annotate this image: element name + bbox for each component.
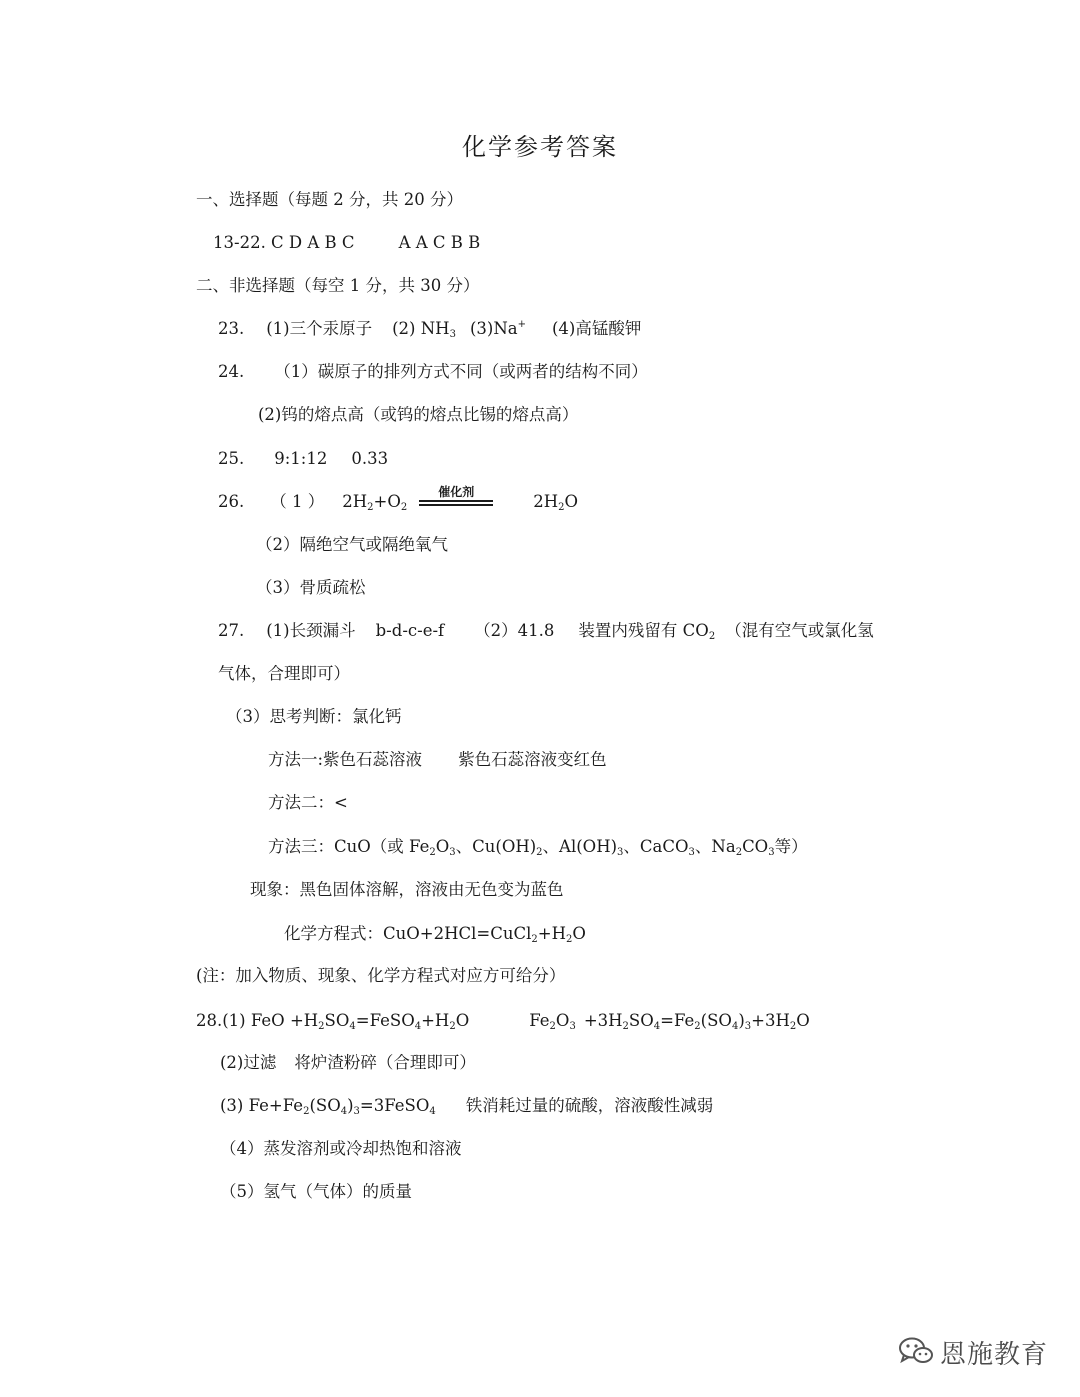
q27-part1: (1)长颈漏斗 [266, 621, 356, 640]
catalyst-condition [419, 485, 493, 514]
choice-answers [213, 231, 480, 255]
q23-part4: (4)高锰酸钾 [552, 319, 642, 338]
q27-method1 [268, 748, 607, 772]
wechat-icon [898, 1336, 934, 1370]
page-title: 化学参考答案 [462, 133, 618, 161]
q23-part3: (3)Na+ [469, 319, 526, 338]
scoring-note: (注：加入物质、现象、化学方程式对应方可给分） [196, 966, 566, 985]
watermark-text: 恩施教育 [940, 1340, 1049, 1370]
q28-part2-method: 将炉渣粉碎（合理即可） [294, 1053, 476, 1072]
q23-number: 23. [218, 319, 245, 338]
q28-line2 [220, 1051, 476, 1075]
q27-order: b-d-c-e-f [375, 621, 445, 640]
watermark [898, 1334, 1048, 1371]
q24-part2: (2)钨的熔点高（或钨的熔点比锡的熔点高） [258, 405, 579, 424]
catalyst-label: 催化剂 [438, 485, 475, 499]
q24-number: 24. [218, 362, 245, 381]
q26-line1 [218, 485, 579, 514]
q23-part1: (1)三个汞原子 [266, 319, 373, 338]
q27-phenomenon: 现象：黑色固体溶解，溶液由无色变为蓝色 [250, 880, 564, 899]
q25-value: 0.33 [351, 449, 389, 468]
q26-part3: （3）骨质疏松 [256, 578, 366, 597]
q26-part2: （2）隔绝空气或隔绝氧气 [256, 535, 448, 554]
q27-line1-cont: 气体，合理即可） [218, 664, 350, 683]
q25-number: 25. [218, 449, 245, 468]
q25-ratio: 9:1:12 [274, 449, 328, 468]
q28-part3-eq: (3) $Fe+Fe_2(SO_4)_3=3FeSO_4$ [220, 1096, 436, 1117]
q27-part3: （3）思考判断：氯化钙 [226, 707, 402, 726]
q26-product: $2H_2O$ [533, 492, 579, 513]
q27-number: 27. [218, 621, 245, 640]
method1-result: 紫色石蕊溶液变红色 [458, 750, 607, 769]
q26-number: 26. [218, 492, 245, 511]
q28-number: 28. [196, 1011, 223, 1030]
q27-part2-reason: 装置内残留有 $CO_2$ （混有空气或氯化氢 [578, 621, 874, 642]
q28-line3 [220, 1094, 713, 1118]
q28-eq2: $Fe_2O_3 +3H_2SO_4=Fe_2(SO_4)_3+3H_2O$ [529, 1011, 810, 1032]
section-2-heading: 二、非选择题（每空 1 分，共 30 分） [196, 276, 480, 295]
method1-reagent: 方法一:紫色石蕊溶液 [268, 750, 423, 769]
q23-line [218, 317, 641, 341]
section-1-heading: 一、选择题（每题 2 分，共 20 分） [196, 190, 463, 209]
q28-part2: (2)过滤 [220, 1053, 277, 1072]
q27-method2: 方法二：< [268, 793, 348, 812]
q26-label: （ 1 ） [270, 492, 325, 511]
q23-part2: (2) $NH_3$ [392, 319, 456, 340]
q26-reactants: $2H_2+O_2$ [342, 492, 408, 513]
q28-line1 [196, 1009, 810, 1033]
q28-part5: （5）氢气（气体）的质量 [220, 1182, 412, 1201]
choice-answers-second: A A C B B [398, 233, 481, 252]
q28-part3-reason: 铁消耗过量的硫酸，溶液酸性减弱 [465, 1096, 714, 1115]
q28-part4: （4）蒸发溶剂或冷却热饱和溶液 [220, 1139, 462, 1158]
q25-line [218, 447, 388, 471]
q27-part2: （2）41.8 [474, 621, 555, 640]
q27-equation: 化学方程式：$CuO+2HCl=CuCl_2+H_2O$ [284, 924, 586, 945]
choice-answers-first: 13-22. C D A B C [213, 233, 355, 252]
q24-part1: （1）碳原子的排列方式不同（或两者的结构不同） [274, 362, 648, 381]
q24-line1 [218, 360, 648, 384]
q28-eq1: (1) FeO $+H_2SO_4=FeSO_4+H_2O$ [222, 1011, 470, 1032]
q27-line1 [218, 619, 874, 643]
q27-method3: 方法三：CuO（或 $Fe_2O_3$、$Cu(OH)_2$、$Al(OH)_3$、CaCO$_3$、$Na_2CO_3$等） [268, 837, 808, 858]
